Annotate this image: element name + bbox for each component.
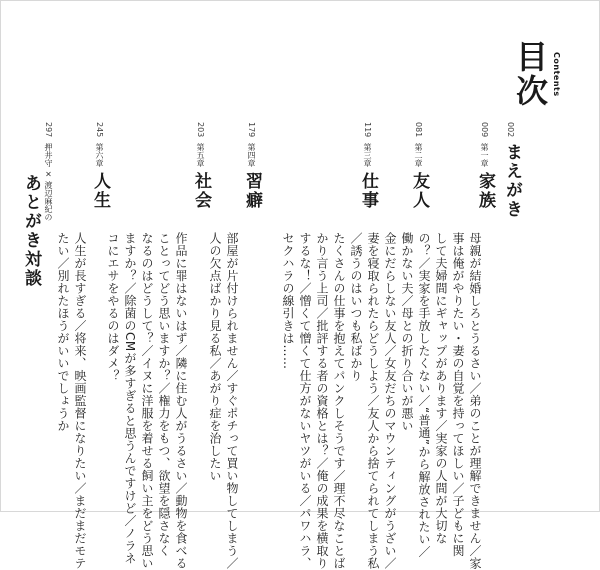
page-number: 081: [414, 122, 423, 138]
page-number: 297: [44, 122, 53, 138]
chapter-summary-line: 母親が結婚しろとうるさい／弟のことが理解できません／家: [468, 232, 482, 570]
page-number: 009: [480, 122, 489, 138]
chapter-summary-line: するな！／憎くて憎くて仕方がないヤツがいる／パワハラ、: [298, 232, 312, 570]
chapter-summary-line: たくさんの仕事を抱えてパンクしそうです／理不尽なことば: [332, 232, 346, 570]
chapter-summary-line: 作品に罪はないはず／隣に住む人がうるさい／動物を食べる: [174, 232, 188, 570]
chapter-summary-line: 働かない夫／母との折り合いが悪い: [400, 232, 414, 432]
chapter-label: 第六章: [95, 143, 104, 167]
chapter-label: 第一章: [480, 143, 489, 167]
page-number: 179: [247, 122, 256, 138]
toc-title: 目次: [511, 40, 549, 108]
chapter-summary-line: 妻を寝取られたらどうしよう／友人から捨てられてしまう私: [366, 232, 380, 570]
chapter-summary-line: 人生が長すぎる／将来、映画監督になりたい／まだまだモテ: [73, 232, 87, 570]
chapter-summary-line: して夫婦間にギャップがあります／実家の人間が大切な: [434, 232, 448, 545]
chapter-title[interactable]: 人生: [90, 172, 110, 210]
page-number: 245: [95, 122, 104, 138]
chapter-summary-line: かり言う上司／批評する者の資格とは？／俺の成果を横取り: [315, 232, 329, 570]
chapter-title[interactable]: 習癖: [242, 172, 262, 210]
chapter-summary-line: ことってどう思いますか？／権力をもつ、欲望を隠さなく: [157, 232, 171, 557]
chapter-summary-line: なるのはどうして？／イヌに洋服を着せる飼い主をどう思い: [140, 232, 154, 570]
chapter-summary-line: セクハラの線引きは……: [281, 232, 295, 370]
chapter-summary-line: ／誘うのはいつも私ばかり: [349, 232, 363, 382]
page-number: 119: [363, 122, 372, 138]
chapter-summary-line: 事は俺がやりたい・妻の自覚を持ってほしい／子どもに関: [451, 232, 465, 557]
chapter-title[interactable]: 仕事: [358, 172, 378, 210]
afterword-title[interactable]: あとがき対談: [21, 174, 41, 288]
chapter-label: 第三章: [363, 143, 372, 167]
afterword-label: 押井守 × 渡辺麻紀の: [44, 143, 53, 222]
chapter-title[interactable]: 家族: [475, 172, 495, 210]
chapter-summary-line: 金にだらしない友人／女友だちのマウンティングがうざい／: [383, 232, 397, 570]
chapter-summary-line: 人の欠点ばかり見る私／あがり症を治したい: [208, 232, 222, 482]
chapter-title[interactable]: 友人: [409, 172, 429, 210]
toc-subtitle: Contents: [552, 52, 561, 97]
chapter-summary-line: ますか？／除菌のCMが多すぎると思うんですけど／ノラネ: [123, 232, 137, 565]
chapter-summary-line: 部屋が片付けられません／すぐポチって買い物してしまう／: [225, 232, 239, 570]
page-number: 002: [506, 122, 515, 138]
chapter-label: 第五章: [196, 143, 205, 167]
page-number: 203: [196, 122, 205, 138]
chapter-summary-line: の？／実家を手放したくない／“普通”から解放されたい／: [417, 232, 431, 558]
chapter-summary-line: コにエサをやるのはダメ？: [106, 232, 120, 382]
chapter-label: 第四章: [247, 143, 256, 167]
chapter-title[interactable]: 社会: [191, 172, 211, 210]
chapter-label: 第二章: [414, 143, 423, 167]
entry-title[interactable]: まえがき: [502, 143, 522, 219]
chapter-summary-line: たい／別れたほうがいいでしょうか: [56, 232, 70, 432]
